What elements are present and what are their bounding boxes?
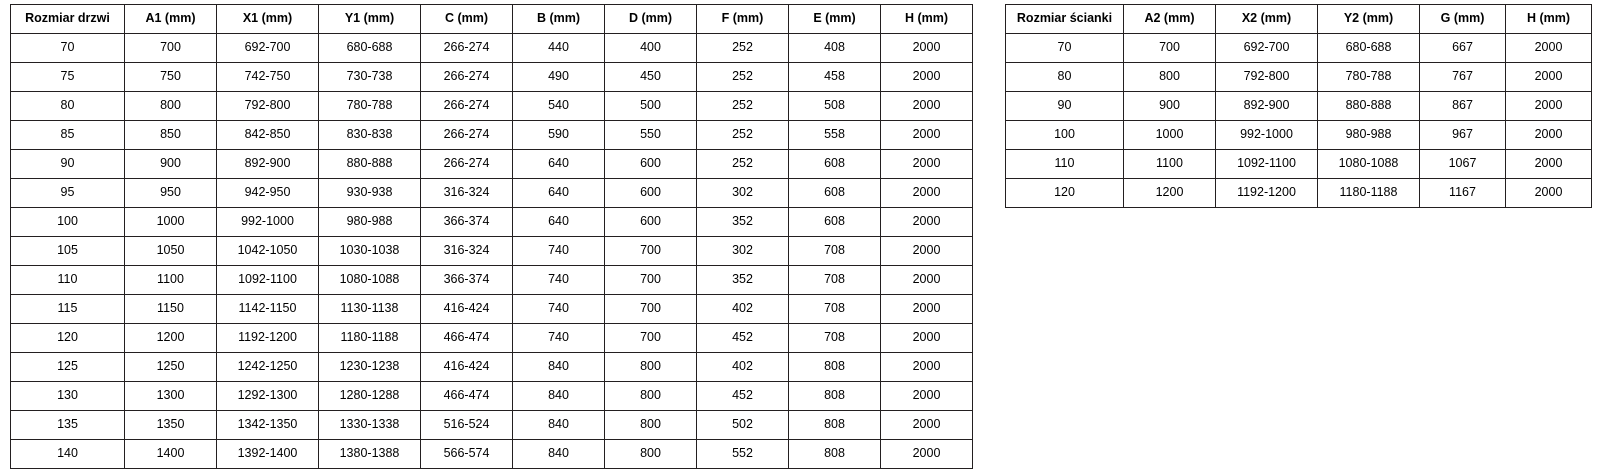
doors-table-container bbox=[10, 4, 973, 469]
table-row bbox=[11, 266, 973, 295]
table-cell: 252 bbox=[697, 63, 789, 92]
table-cell: 1250 bbox=[125, 353, 217, 382]
table-cell: 402 bbox=[697, 353, 789, 382]
table-cell: 1180-1188 bbox=[1318, 179, 1420, 208]
table-row bbox=[11, 411, 973, 440]
table-cell: 740 bbox=[513, 295, 605, 324]
table-cell: 120 bbox=[1006, 179, 1124, 208]
table-cell: 608 bbox=[789, 179, 881, 208]
table-cell: 1150 bbox=[125, 295, 217, 324]
table-cell: 1300 bbox=[125, 382, 217, 411]
table-cell: 2000 bbox=[881, 353, 973, 382]
table-cell: 880-888 bbox=[319, 150, 421, 179]
table-row bbox=[11, 353, 973, 382]
table-cell: 302 bbox=[697, 237, 789, 266]
table-cell: 992-1000 bbox=[217, 208, 319, 237]
table-cell: 452 bbox=[697, 324, 789, 353]
table-cell: 550 bbox=[605, 121, 697, 150]
table-cell: 110 bbox=[11, 266, 125, 295]
table-cell: 1230-1238 bbox=[319, 353, 421, 382]
table-cell: 640 bbox=[513, 150, 605, 179]
table-cell: 95 bbox=[11, 179, 125, 208]
column-header-5: H (mm) bbox=[1506, 5, 1592, 34]
table-cell: 80 bbox=[11, 92, 125, 121]
table-cell: 85 bbox=[11, 121, 125, 150]
column-header-6: D (mm) bbox=[605, 5, 697, 34]
table-cell: 2000 bbox=[881, 324, 973, 353]
table-cell: 266-274 bbox=[421, 92, 513, 121]
column-header-1: A2 (mm) bbox=[1124, 5, 1216, 34]
table-cell: 416-424 bbox=[421, 353, 513, 382]
column-header-9: H (mm) bbox=[881, 5, 973, 34]
table-cell: 800 bbox=[125, 92, 217, 121]
table-cell: 600 bbox=[605, 179, 697, 208]
table-cell: 115 bbox=[11, 295, 125, 324]
doors-table-body bbox=[11, 34, 973, 469]
table-cell: 1092-1100 bbox=[1216, 150, 1318, 179]
table-cell: 1392-1400 bbox=[217, 440, 319, 469]
table-cell: 692-700 bbox=[1216, 34, 1318, 63]
table-cell: 767 bbox=[1420, 63, 1506, 92]
table-cell: 2000 bbox=[881, 208, 973, 237]
table-cell: 1200 bbox=[1124, 179, 1216, 208]
table-cell: 608 bbox=[789, 208, 881, 237]
table-cell: 680-688 bbox=[319, 34, 421, 63]
table-cell: 1330-1338 bbox=[319, 411, 421, 440]
table-cell: 416-424 bbox=[421, 295, 513, 324]
column-header-2: X1 (mm) bbox=[217, 5, 319, 34]
table-cell: 842-850 bbox=[217, 121, 319, 150]
table-row bbox=[1006, 63, 1592, 92]
table-cell: 780-788 bbox=[319, 92, 421, 121]
table-row bbox=[11, 179, 973, 208]
table-cell: 1142-1150 bbox=[217, 295, 319, 324]
column-header-5: B (mm) bbox=[513, 5, 605, 34]
table-cell: 70 bbox=[11, 34, 125, 63]
table-cell: 110 bbox=[1006, 150, 1124, 179]
table-cell: 1192-1200 bbox=[1216, 179, 1318, 208]
table-cell: 1180-1188 bbox=[319, 324, 421, 353]
column-header-0: Rozmiar drzwi bbox=[11, 5, 125, 34]
table-cell: 75 bbox=[11, 63, 125, 92]
table-cell: 708 bbox=[789, 295, 881, 324]
table-cell: 316-324 bbox=[421, 237, 513, 266]
table-cell: 1242-1250 bbox=[217, 353, 319, 382]
table-cell: 1192-1200 bbox=[217, 324, 319, 353]
table-cell: 2000 bbox=[1506, 150, 1592, 179]
table-cell: 1280-1288 bbox=[319, 382, 421, 411]
table-cell: 1350 bbox=[125, 411, 217, 440]
table-cell: 808 bbox=[789, 411, 881, 440]
table-cell: 830-838 bbox=[319, 121, 421, 150]
table-cell: 2000 bbox=[881, 121, 973, 150]
table-cell: 808 bbox=[789, 353, 881, 382]
walls-size-table bbox=[1005, 4, 1592, 208]
column-header-2: X2 (mm) bbox=[1216, 5, 1318, 34]
table-cell: 692-700 bbox=[217, 34, 319, 63]
table-cell: 740 bbox=[513, 324, 605, 353]
table-cell: 2000 bbox=[881, 150, 973, 179]
table-cell: 566-574 bbox=[421, 440, 513, 469]
table-cell: 608 bbox=[789, 150, 881, 179]
table-cell: 2000 bbox=[1506, 63, 1592, 92]
table-cell: 600 bbox=[605, 150, 697, 179]
table-cell: 730-738 bbox=[319, 63, 421, 92]
walls-table-container bbox=[1005, 4, 1592, 208]
table-cell: 252 bbox=[697, 92, 789, 121]
column-header-3: Y2 (mm) bbox=[1318, 5, 1420, 34]
table-cell: 708 bbox=[789, 324, 881, 353]
table-row bbox=[1006, 150, 1592, 179]
table-cell: 402 bbox=[697, 295, 789, 324]
table-cell: 1380-1388 bbox=[319, 440, 421, 469]
table-cell: 1100 bbox=[1124, 150, 1216, 179]
table-cell: 90 bbox=[1006, 92, 1124, 121]
table-cell: 590 bbox=[513, 121, 605, 150]
table-cell: 1400 bbox=[125, 440, 217, 469]
table-header-row bbox=[1006, 5, 1592, 34]
table-cell: 992-1000 bbox=[1216, 121, 1318, 150]
table-cell: 740 bbox=[513, 266, 605, 295]
table-cell: 700 bbox=[605, 295, 697, 324]
table-row bbox=[11, 295, 973, 324]
table-cell: 316-324 bbox=[421, 179, 513, 208]
table-cell: 502 bbox=[697, 411, 789, 440]
table-cell: 450 bbox=[605, 63, 697, 92]
table-cell: 900 bbox=[125, 150, 217, 179]
table-cell: 458 bbox=[789, 63, 881, 92]
table-cell: 352 bbox=[697, 208, 789, 237]
table-cell: 400 bbox=[605, 34, 697, 63]
table-cell: 808 bbox=[789, 382, 881, 411]
table-row bbox=[1006, 34, 1592, 63]
table-cell: 750 bbox=[125, 63, 217, 92]
table-cell: 640 bbox=[513, 208, 605, 237]
table-cell: 800 bbox=[605, 440, 697, 469]
table-cell: 105 bbox=[11, 237, 125, 266]
table-cell: 466-474 bbox=[421, 382, 513, 411]
column-header-1: A1 (mm) bbox=[125, 5, 217, 34]
table-row bbox=[11, 237, 973, 266]
table-row bbox=[1006, 179, 1592, 208]
doors-size-table bbox=[10, 4, 973, 469]
table-cell: 90 bbox=[11, 150, 125, 179]
table-cell: 1167 bbox=[1420, 179, 1506, 208]
table-cell: 700 bbox=[125, 34, 217, 63]
table-cell: 500 bbox=[605, 92, 697, 121]
column-header-4: C (mm) bbox=[421, 5, 513, 34]
table-cell: 2000 bbox=[881, 237, 973, 266]
table-cell: 80 bbox=[1006, 63, 1124, 92]
table-cell: 967 bbox=[1420, 121, 1506, 150]
table-cell: 2000 bbox=[1506, 121, 1592, 150]
table-cell: 1292-1300 bbox=[217, 382, 319, 411]
table-cell: 1130-1138 bbox=[319, 295, 421, 324]
table-cell: 2000 bbox=[881, 411, 973, 440]
table-cell: 1042-1050 bbox=[217, 237, 319, 266]
table-row bbox=[11, 382, 973, 411]
table-cell: 808 bbox=[789, 440, 881, 469]
table-cell: 125 bbox=[11, 353, 125, 382]
table-row bbox=[11, 34, 973, 63]
table-cell: 540 bbox=[513, 92, 605, 121]
table-cell: 800 bbox=[605, 353, 697, 382]
table-row bbox=[11, 63, 973, 92]
table-cell: 2000 bbox=[881, 34, 973, 63]
table-cell: 2000 bbox=[881, 179, 973, 208]
table-cell: 700 bbox=[605, 324, 697, 353]
table-cell: 2000 bbox=[1506, 92, 1592, 121]
table-cell: 135 bbox=[11, 411, 125, 440]
table-cell: 840 bbox=[513, 382, 605, 411]
table-cell: 2000 bbox=[881, 266, 973, 295]
table-row bbox=[11, 440, 973, 469]
table-cell: 2000 bbox=[881, 92, 973, 121]
table-cell: 366-374 bbox=[421, 208, 513, 237]
table-cell: 266-274 bbox=[421, 63, 513, 92]
table-cell: 2000 bbox=[1506, 179, 1592, 208]
table-cell: 2000 bbox=[881, 295, 973, 324]
table-cell: 780-788 bbox=[1318, 63, 1420, 92]
table-cell: 352 bbox=[697, 266, 789, 295]
table-cell: 892-900 bbox=[1216, 92, 1318, 121]
table-cell: 558 bbox=[789, 121, 881, 150]
table-cell: 266-274 bbox=[421, 34, 513, 63]
table-cell: 1342-1350 bbox=[217, 411, 319, 440]
table-cell: 1100 bbox=[125, 266, 217, 295]
table-cell: 930-938 bbox=[319, 179, 421, 208]
table-cell: 840 bbox=[513, 411, 605, 440]
column-header-7: F (mm) bbox=[697, 5, 789, 34]
column-header-8: E (mm) bbox=[789, 5, 881, 34]
table-cell: 600 bbox=[605, 208, 697, 237]
table-cell: 1080-1088 bbox=[319, 266, 421, 295]
table-cell: 490 bbox=[513, 63, 605, 92]
table-row bbox=[11, 324, 973, 353]
table-cell: 800 bbox=[1124, 63, 1216, 92]
table-cell: 440 bbox=[513, 34, 605, 63]
table-cell: 452 bbox=[697, 382, 789, 411]
column-header-0: Rozmiar ścianki bbox=[1006, 5, 1124, 34]
table-cell: 1030-1038 bbox=[319, 237, 421, 266]
table-cell: 800 bbox=[605, 411, 697, 440]
table-cell: 266-274 bbox=[421, 150, 513, 179]
table-cell: 1050 bbox=[125, 237, 217, 266]
table-cell: 266-274 bbox=[421, 121, 513, 150]
table-cell: 1000 bbox=[125, 208, 217, 237]
table-cell: 130 bbox=[11, 382, 125, 411]
column-header-4: G (mm) bbox=[1420, 5, 1506, 34]
table-cell: 980-988 bbox=[319, 208, 421, 237]
walls-table-head bbox=[1006, 5, 1592, 34]
table-cell: 867 bbox=[1420, 92, 1506, 121]
table-cell: 680-688 bbox=[1318, 34, 1420, 63]
table-cell: 1092-1100 bbox=[217, 266, 319, 295]
table-cell: 742-750 bbox=[217, 63, 319, 92]
table-cell: 140 bbox=[11, 440, 125, 469]
table-cell: 800 bbox=[605, 382, 697, 411]
table-header-row bbox=[11, 5, 973, 34]
table-cell: 100 bbox=[11, 208, 125, 237]
table-row bbox=[11, 150, 973, 179]
column-header-3: Y1 (mm) bbox=[319, 5, 421, 34]
table-row bbox=[1006, 121, 1592, 150]
table-cell: 792-800 bbox=[217, 92, 319, 121]
table-cell: 892-900 bbox=[217, 150, 319, 179]
table-cell: 980-988 bbox=[1318, 121, 1420, 150]
table-cell: 1000 bbox=[1124, 121, 1216, 150]
table-cell: 667 bbox=[1420, 34, 1506, 63]
table-cell: 302 bbox=[697, 179, 789, 208]
doors-table-head bbox=[11, 5, 973, 34]
table-cell: 466-474 bbox=[421, 324, 513, 353]
table-cell: 2000 bbox=[881, 440, 973, 469]
table-cell: 708 bbox=[789, 237, 881, 266]
table-cell: 2000 bbox=[1506, 34, 1592, 63]
table-cell: 942-950 bbox=[217, 179, 319, 208]
table-cell: 840 bbox=[513, 353, 605, 382]
table-cell: 700 bbox=[1124, 34, 1216, 63]
table-cell: 70 bbox=[1006, 34, 1124, 63]
table-cell: 1080-1088 bbox=[1318, 150, 1420, 179]
table-row bbox=[11, 208, 973, 237]
table-cell: 850 bbox=[125, 121, 217, 150]
table-cell: 700 bbox=[605, 237, 697, 266]
table-cell: 740 bbox=[513, 237, 605, 266]
table-cell: 880-888 bbox=[1318, 92, 1420, 121]
table-cell: 950 bbox=[125, 179, 217, 208]
table-cell: 900 bbox=[1124, 92, 1216, 121]
table-cell: 252 bbox=[697, 34, 789, 63]
table-cell: 708 bbox=[789, 266, 881, 295]
table-cell: 100 bbox=[1006, 121, 1124, 150]
table-cell: 552 bbox=[697, 440, 789, 469]
table-row bbox=[1006, 92, 1592, 121]
walls-table-body bbox=[1006, 34, 1592, 208]
table-cell: 840 bbox=[513, 440, 605, 469]
table-cell: 1200 bbox=[125, 324, 217, 353]
table-cell: 252 bbox=[697, 121, 789, 150]
table-row bbox=[11, 121, 973, 150]
table-cell: 252 bbox=[697, 150, 789, 179]
table-cell: 516-524 bbox=[421, 411, 513, 440]
table-cell: 120 bbox=[11, 324, 125, 353]
table-cell: 366-374 bbox=[421, 266, 513, 295]
table-cell: 700 bbox=[605, 266, 697, 295]
table-cell: 792-800 bbox=[1216, 63, 1318, 92]
table-cell: 2000 bbox=[881, 63, 973, 92]
table-cell: 508 bbox=[789, 92, 881, 121]
table-cell: 1067 bbox=[1420, 150, 1506, 179]
table-cell: 640 bbox=[513, 179, 605, 208]
table-cell: 408 bbox=[789, 34, 881, 63]
table-cell: 2000 bbox=[881, 382, 973, 411]
table-row bbox=[11, 92, 973, 121]
